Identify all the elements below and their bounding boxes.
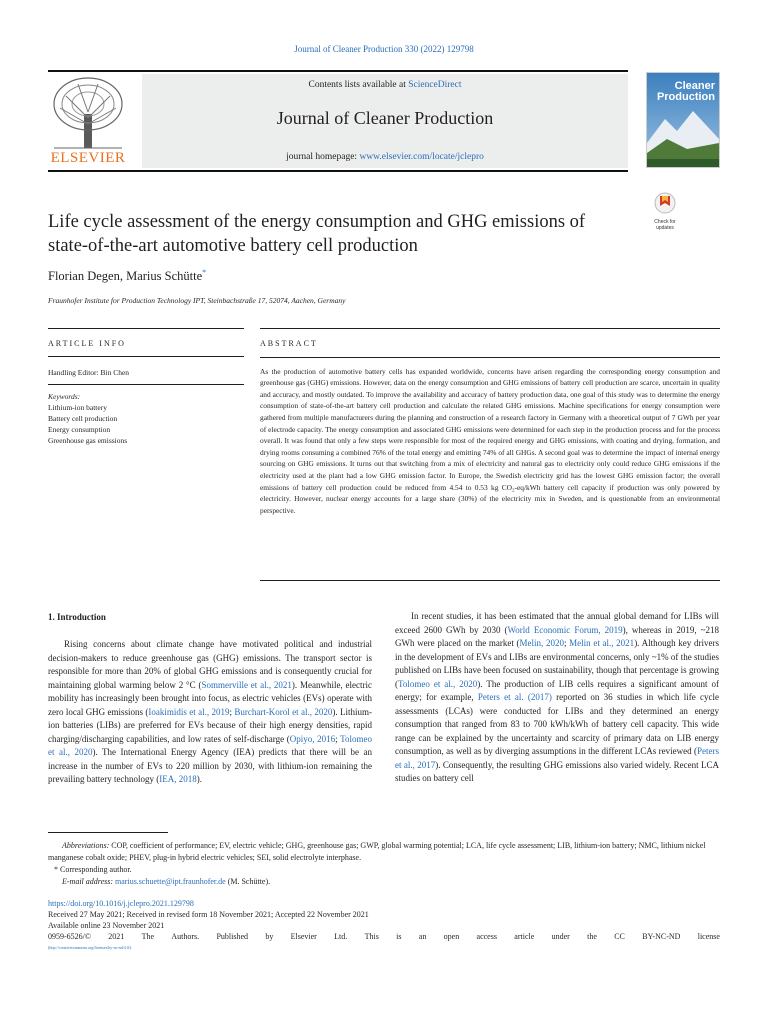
body-text: ). The production of LIB cells requires a significant amount of energy; for example, bbox=[395, 678, 719, 702]
homepage-link[interactable]: www.elsevier.com/locate/jclepro bbox=[359, 152, 484, 162]
body-text: reported on 36 studies in which life cycle assessments (LCAs) were conducted for LIBs and they determined an energy consumption that ranged from 83 to 700 kWh/kWh of battery cell capacity. This wide range can be explained by the uncertainty and scarcity of primary data on LIB energy consumption, as well as by diverging assumptions in the different LCAs reviewed ( bbox=[395, 692, 719, 756]
license-word: Elsevier bbox=[290, 932, 317, 941]
abstract-bottom-rule bbox=[260, 580, 720, 581]
email-label: E-mail address: bbox=[62, 877, 116, 886]
keyword-item: Energy consumption bbox=[48, 425, 111, 434]
body-text: ; bbox=[335, 733, 341, 744]
license-word: CC bbox=[614, 932, 625, 941]
journal-citation[interactable]: Journal of Cleaner Production 330 (2022) 129798 bbox=[294, 44, 474, 54]
info-top-rule bbox=[48, 328, 244, 329]
license-word: Authors. bbox=[171, 932, 200, 941]
article-info bbox=[48, 338, 244, 446]
author-separator: , bbox=[119, 269, 127, 284]
license-word: The bbox=[141, 932, 155, 941]
citation-link[interactable]: Tolomeo et al., 2020 bbox=[398, 678, 478, 689]
doi-link[interactable]: https://doi.org/10.1016/j.jclepro.2021.129798 bbox=[48, 899, 194, 908]
journal-cover[interactable] bbox=[646, 72, 720, 168]
citation-link[interactable]: Melin et al., 2021 bbox=[569, 638, 635, 648]
banner-bottom-rule bbox=[48, 170, 628, 172]
citation-link[interactable]: Tolomeo et al., 2020 bbox=[48, 733, 373, 757]
abstract-heading: ABSTRACT bbox=[260, 339, 318, 348]
article-metadata bbox=[48, 898, 720, 953]
license-word: an bbox=[418, 932, 427, 941]
title-line-1: Life cycle assessment of the energy consumption and GHG emissions of bbox=[48, 212, 586, 232]
license-link[interactable]: (http://creativecommons.org/licenses/by-nc-nd/4.0/). bbox=[48, 945, 133, 950]
license-word: article bbox=[514, 932, 535, 941]
license-word: Published bbox=[216, 932, 248, 941]
email-note bbox=[48, 876, 720, 888]
abbreviations-label: Abbreviations: bbox=[62, 841, 110, 850]
citation-link[interactable]: Ioakimidis et al., 2019 bbox=[148, 706, 230, 717]
elsevier-logo bbox=[48, 74, 128, 166]
introduction-heading: 1. Introduction bbox=[48, 612, 106, 622]
intro-right-column bbox=[395, 610, 719, 786]
abbreviations-text: COP, coefficient of performance; EV, electric vehicle; GHG, greenhouse gas; GWP, global warming potential; LCA, life cycle assessment; LIB, lithium-ion battery; NMC, lithium nickel manganese cobalt oxide; PHEV, plug-in hybrid electric vehicles; SEI, solid electrolyte interphase. bbox=[48, 841, 706, 862]
citation-link[interactable]: Peters et al., 2017 bbox=[395, 746, 719, 770]
license-word: by bbox=[265, 932, 274, 941]
intro-paragraph bbox=[395, 610, 719, 786]
journal-title: Journal of Cleaner Production bbox=[276, 108, 494, 128]
license-word: open bbox=[443, 932, 460, 941]
author-list bbox=[48, 268, 206, 284]
contents-line bbox=[142, 80, 628, 90]
online-date: Available online 23 November 2021 bbox=[48, 921, 165, 930]
body-text: ). The International Energy Agency (IEA) predicts that there will be an increase in the number of EVs to 220 million by 2030, with lithium-ion remaining the prevailing battery technology ( bbox=[48, 747, 373, 784]
contents-prefix: Contents lists available at bbox=[308, 80, 409, 90]
cover-title-line1: Cleaner bbox=[674, 80, 715, 92]
license-word: BY-NC-ND bbox=[642, 932, 681, 941]
author-schuette: Marius Schütte bbox=[126, 269, 203, 284]
body-text: ). bbox=[196, 774, 202, 784]
homepage-prefix: journal homepage: bbox=[286, 152, 360, 162]
citation-link[interactable]: Peters et al. (2017) bbox=[477, 692, 552, 702]
sciencedirect-link[interactable]: ScienceDirect bbox=[408, 80, 462, 90]
cover-title bbox=[651, 81, 715, 103]
body-text: ). Consequently, the resulting GHG emissions also varied widely. Recent LCA studies on battery cell bbox=[395, 759, 719, 783]
affiliation: Fraunhofer Institute for Production Technology IPT, Steinbachstraße 17, 52074, Aachen, Germany bbox=[48, 296, 346, 305]
citation-link[interactable]: World Economic Forum, 2019 bbox=[507, 624, 623, 635]
citation-link[interactable]: Burchart-Korol et al., 2020 bbox=[234, 706, 333, 717]
article-title bbox=[48, 210, 638, 258]
license-statement bbox=[48, 931, 720, 942]
keyword-item: Lithium-ion battery bbox=[48, 403, 107, 412]
citation-link[interactable]: IEA, 2018 bbox=[159, 774, 197, 784]
abstract-text: As the production of automotive battery cells has expanded worldwide, concerns have arisen regarding the corresponding energy consumption and greenhouse gas (GHG) emissions. However, data on the energy consumption and GHG emissions of battery cell production are scarce, uncertain in quality and accuracy, and mostly outdated. To improve the availability and accuracy of battery production data, one goal of this study was to determine the energy consumption of state-of-the-art battery cell production and calculate the related GHG emissions. Machine specifications for energy consumption were gathered from multiple manufacturers during the planning and construction of a research factory in Germany with a theoretical output of 7 GWh per year of electrode capacity. The energy consumption and associated GHG emissions were determined for each step in the production process and for the process overall. It was found that only a few steps were responsible for most of the required energy and GHG emissions, with coating and drying, formation, and drying rooms consuming a combined 76% of the total energy and emitting 74% of all GHGs. A second goal was to determine the impact of internal energy sourcing on GHG emissions. It turns out that switching from a mix of electricity and natural gas to electricity only could reduce GHG emissions if the electricity used at the plant had a low GHG emission factor. In Europe, the Swedish electricity grid has the lowest GHG emission factor; the overall emissions of battery cell production could be reduced from 4.54 to 0.53 kg CO₂-eq/kWh battery cell capacity if production was only powered by electricity. However, nuclear energy accounts for a large share (30%) of the electricity mix in Sweden, and is questionable from an environmental perspective. bbox=[260, 357, 720, 517]
handling-editor: Handling Editor: Bin Chen bbox=[48, 356, 244, 378]
publisher-wordmark: ELSEVIER bbox=[50, 150, 126, 166]
license-word: access bbox=[476, 932, 497, 941]
article-info-heading: ARTICLE INFO bbox=[48, 339, 126, 348]
author-degen: Florian Degen bbox=[48, 269, 120, 284]
body-text: ; bbox=[563, 638, 570, 648]
keyword-list bbox=[48, 402, 244, 446]
license-word: This bbox=[364, 932, 379, 941]
citation-link[interactable]: Opiyo, 2016 bbox=[289, 733, 336, 744]
keywords-label: Keywords: bbox=[48, 384, 244, 402]
intro-paragraph bbox=[48, 638, 372, 787]
citation-link[interactable]: Sommerville et al., 2021 bbox=[201, 679, 292, 690]
body-text: ; bbox=[229, 706, 235, 717]
abbreviations-note bbox=[48, 840, 720, 864]
license-word: is bbox=[396, 932, 402, 941]
check-for-updates-icon bbox=[654, 192, 676, 214]
body-text: ). Meanwhile, electric mobility has increasingly been brought into focus, as electric vehicles (EVs) operate with zero local GHG emissions ( bbox=[48, 679, 372, 717]
body-text: In recent studies, it has been estimated that the annual global demand for LIBs will exceed 2600 GWh by 2030 ( bbox=[395, 611, 719, 635]
license-word: 2021 bbox=[108, 932, 125, 941]
license-word: Ltd. bbox=[334, 932, 348, 941]
email-link[interactable]: marius.schuette@ipt.fraunhofer.de bbox=[115, 877, 226, 886]
homepage-line bbox=[142, 152, 628, 162]
corresponding-note: * Corresponding author. bbox=[54, 865, 132, 874]
email-suffix: (M. Schütte). bbox=[225, 877, 271, 886]
abstract bbox=[260, 338, 720, 516]
check-updates-label: Check for updates bbox=[654, 219, 676, 231]
banner-top-rule bbox=[48, 70, 628, 72]
body-text: ). Lithium-ion batteries (LIBs) are preferred for EVs because of their high energy densities, rapid charging/discharging capabilities, and low rates of self-discharge ( bbox=[48, 706, 372, 744]
body-text: ), whereas in 2019, ~218 GWh were placed on the market ( bbox=[395, 624, 719, 648]
citation-link[interactable]: Melin, 2020 bbox=[519, 638, 564, 648]
corresponding-author-mark[interactable]: * bbox=[202, 268, 207, 277]
keyword-item: Battery cell production bbox=[48, 414, 118, 423]
footnote-rule bbox=[48, 832, 168, 833]
license-word: under bbox=[551, 932, 570, 941]
check-for-updates-button[interactable] bbox=[648, 192, 682, 232]
body-text: ). Although key drivers in the development of EVs and LIBs are environmental concerns, only ~1% of the studies published on LIBs have been focused on sustainability, though that percentage is growing ( bbox=[395, 638, 719, 689]
abstract-top-rule bbox=[260, 328, 720, 329]
history-dates: Received 27 May 2021; Received in revised form 18 November 2021; Accepted 22 November 2021 bbox=[48, 910, 369, 919]
title-line-2: state-of-the-art automotive battery cell production bbox=[48, 236, 418, 256]
cover-title-line2: Production bbox=[656, 91, 715, 103]
body-text: Rising concerns about climate change have motivated political and industrial decision-makers to reduce greenhouse gas (GHG) emissions. The transport sector is responsible for more than 20% of global GHG emissions and is consequently crucial for maintaining global warming below 2 °C ( bbox=[48, 639, 372, 690]
keyword-item: Greenhouse gas emissions bbox=[48, 436, 128, 445]
license-word: the bbox=[587, 932, 597, 941]
footnotes bbox=[48, 840, 720, 888]
license-word: license bbox=[697, 932, 720, 941]
intro-left-column bbox=[48, 638, 372, 787]
license-word: 0959-6526/© bbox=[48, 932, 91, 941]
